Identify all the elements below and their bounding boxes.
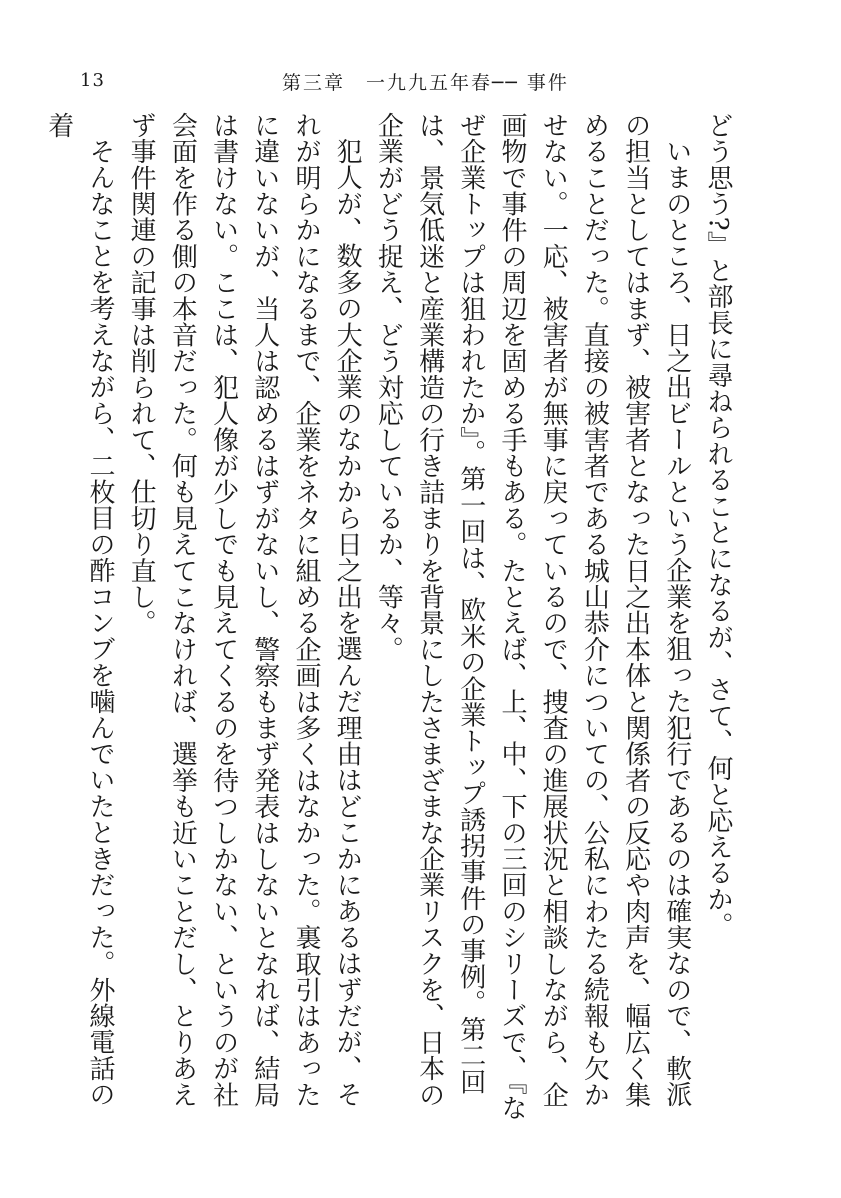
paragraph-1: どう思う?』と部長に尋ねられることになるが、さて、何と応えるか。 bbox=[703, 112, 733, 939]
paragraph-2: いまのところ、日之出ビールという企業を狙った犯行であるのは確実なので、軟派の担当としてはまず、被害者となった日之出本体と関係者の反応や肉声を、幅広く集めることだった。直接の被害者である城山恭介についての、公私にわたる続報も欠かせない。一応、被害者が無事に戻っているので、捜査の進展状況と相談しながら、企画物で事件の周辺を固める手もある。たとえば、上、中、下の三回のシリーズで、『なぜ企業トップは狙われたか』。第一回は、欧米の企業トップ誘拐事件の事例。第二回は、景気低迷と産業構造の行き詰まりを背景にしたさまざまな企業リスクを、日本の企業がどう捉え、どう対応しているか、等々。 bbox=[373, 112, 692, 1121]
paragraph-4: そんなことを考えながら、二枚目の酢コンブを噛んでいたときだった。外線電話の着 bbox=[43, 112, 115, 1108]
page-number: 13 bbox=[80, 70, 105, 91]
paragraph-3: 犯人が、数多の大企業のなかから日之出を選んだ理由はどこかにあるはずだが、それが明らかになるまで、企業をネタに組める企画は多くはなかった。裏取引はあったに違いないが、当人は認めるはずがないし、警察もまず発表はしないとなれば、結局は書けない。ここは、犯人像が少しでも見えてくるのを待つしかない、というのが社会面を作る側の本音だった。何も見えてこなければ、選挙も近いことだし、とりあえず事件関連の記事は削られて、仕切り直し。 bbox=[126, 112, 363, 1108]
running-head: 第三章 一九九五年春── 事件 bbox=[282, 72, 569, 94]
body-text bbox=[43, 112, 738, 1122]
